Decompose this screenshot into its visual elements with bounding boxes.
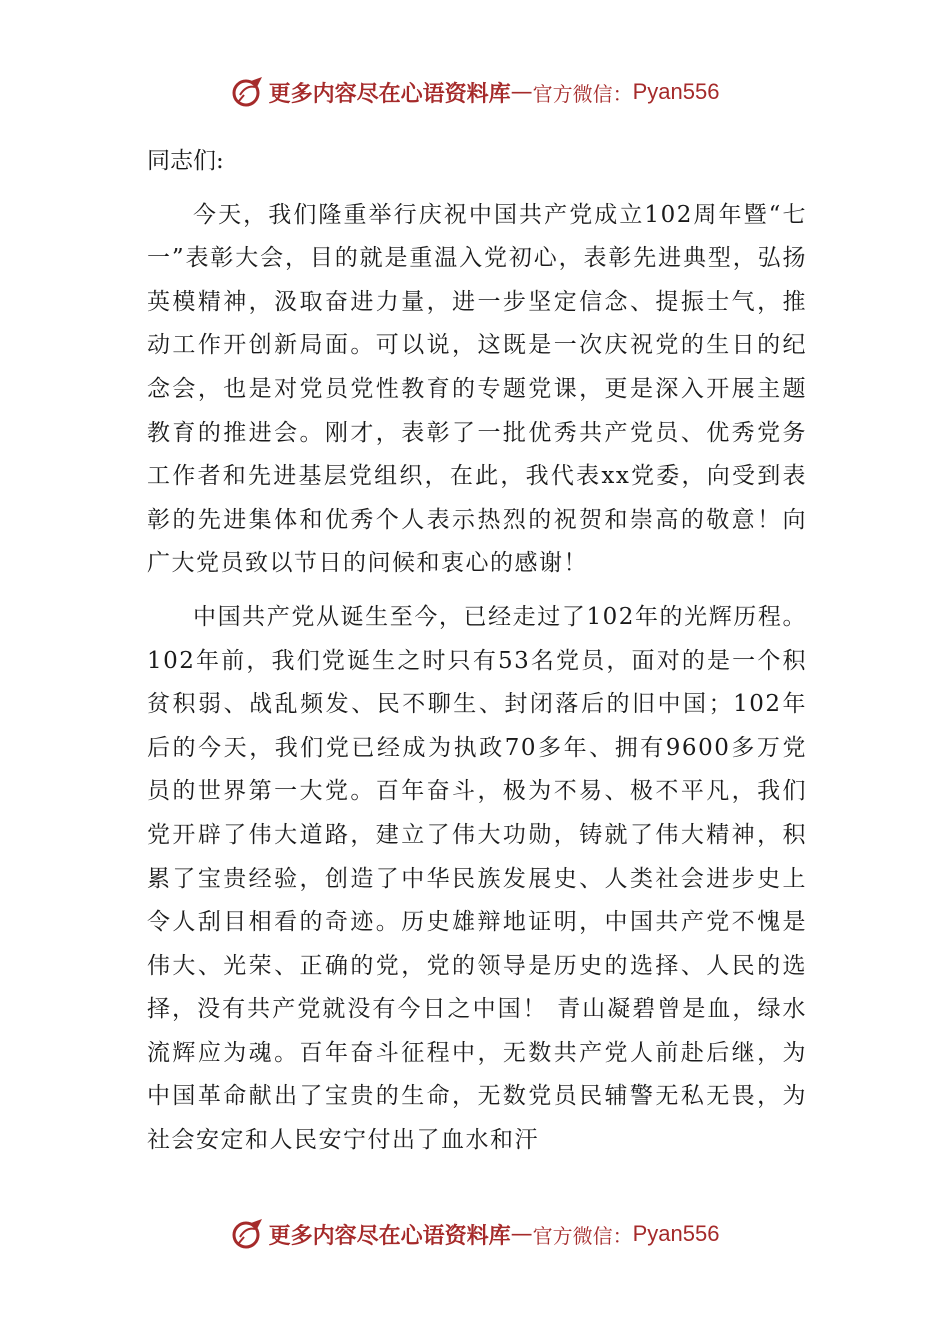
paragraph-1: 今天，我们隆重举行庆祝中国共产党成立102周年暨“七一”表彰大会，目的就是重温入党初心，表彰先进典型，弘扬英模精神，汲取奋进力量，进一步坚定信念、提振士气，推动工作开创新局面。可以说，这既是一次庆祝党的生日的纪念会，也是对党员党性教育的专题党课，更是深入开展主题教育的推进会。刚才，表彰了一批优秀共产党员、优秀党务工作者和先进基层党组织，在此，我代表xx党委，向受到表彰的先进集体和优秀个人表示热烈的祝贺和崇高的敬意！向广大党员致以节日的问候和衷心的感谢！ bbox=[147, 201, 807, 577]
banner-dash: — bbox=[510, 79, 533, 105]
greeting: 同志们: bbox=[147, 148, 224, 174]
pen-logo-icon bbox=[231, 1217, 265, 1251]
pen-logo-icon bbox=[231, 75, 265, 109]
banner-wechat-label: 官方微信： bbox=[532, 81, 633, 106]
banner-wechat-id: Pyan556 bbox=[632, 1221, 720, 1246]
banner-wechat-id: Pyan556 bbox=[632, 79, 720, 104]
banner-wechat-label: 官方微信： bbox=[532, 1223, 633, 1248]
banner-dash: — bbox=[510, 1221, 533, 1247]
document-body bbox=[147, 140, 807, 1163]
banner-title: 更多内容尽在心语资料库 bbox=[268, 80, 511, 107]
header-banner bbox=[0, 72, 950, 112]
paragraph-2: 中国共产党从诞生至今，已经走过了102年的光辉历程。102年前，我们党诞生之时只有53名党员，面对的是一个积贫积弱、战乱频发、民不聊生、封闭落后的旧中国；102年后的今天，我们党已经成为执政70多年、拥有9600多万党员的世界第一大党。百年奋斗，极为不易、极不平凡，我们党开辟了伟大道路，建立了伟大功勋，铸就了伟大精神，积累了宝贵经验，创造了中华民族发展史、人类社会进步史上令人刮目相看的奇迹。历史雄辩地证明，中国共产党不愧是伟大、光荣、正确的党，党的领导是历史的选择、人民的选择，没有共产党就没有今日之中国！ 青山凝碧曾是血，绿水流辉应为魂。百年奋斗征程中，无数共产党人前赴后继，为中国革命献出了宝贵的生命，无数党员民辅警无私无畏，为社会安定和人民安宁付出了血水和汗 bbox=[147, 603, 807, 1154]
footer-banner bbox=[0, 1214, 950, 1254]
banner-title: 更多内容尽在心语资料库 bbox=[268, 1222, 511, 1249]
